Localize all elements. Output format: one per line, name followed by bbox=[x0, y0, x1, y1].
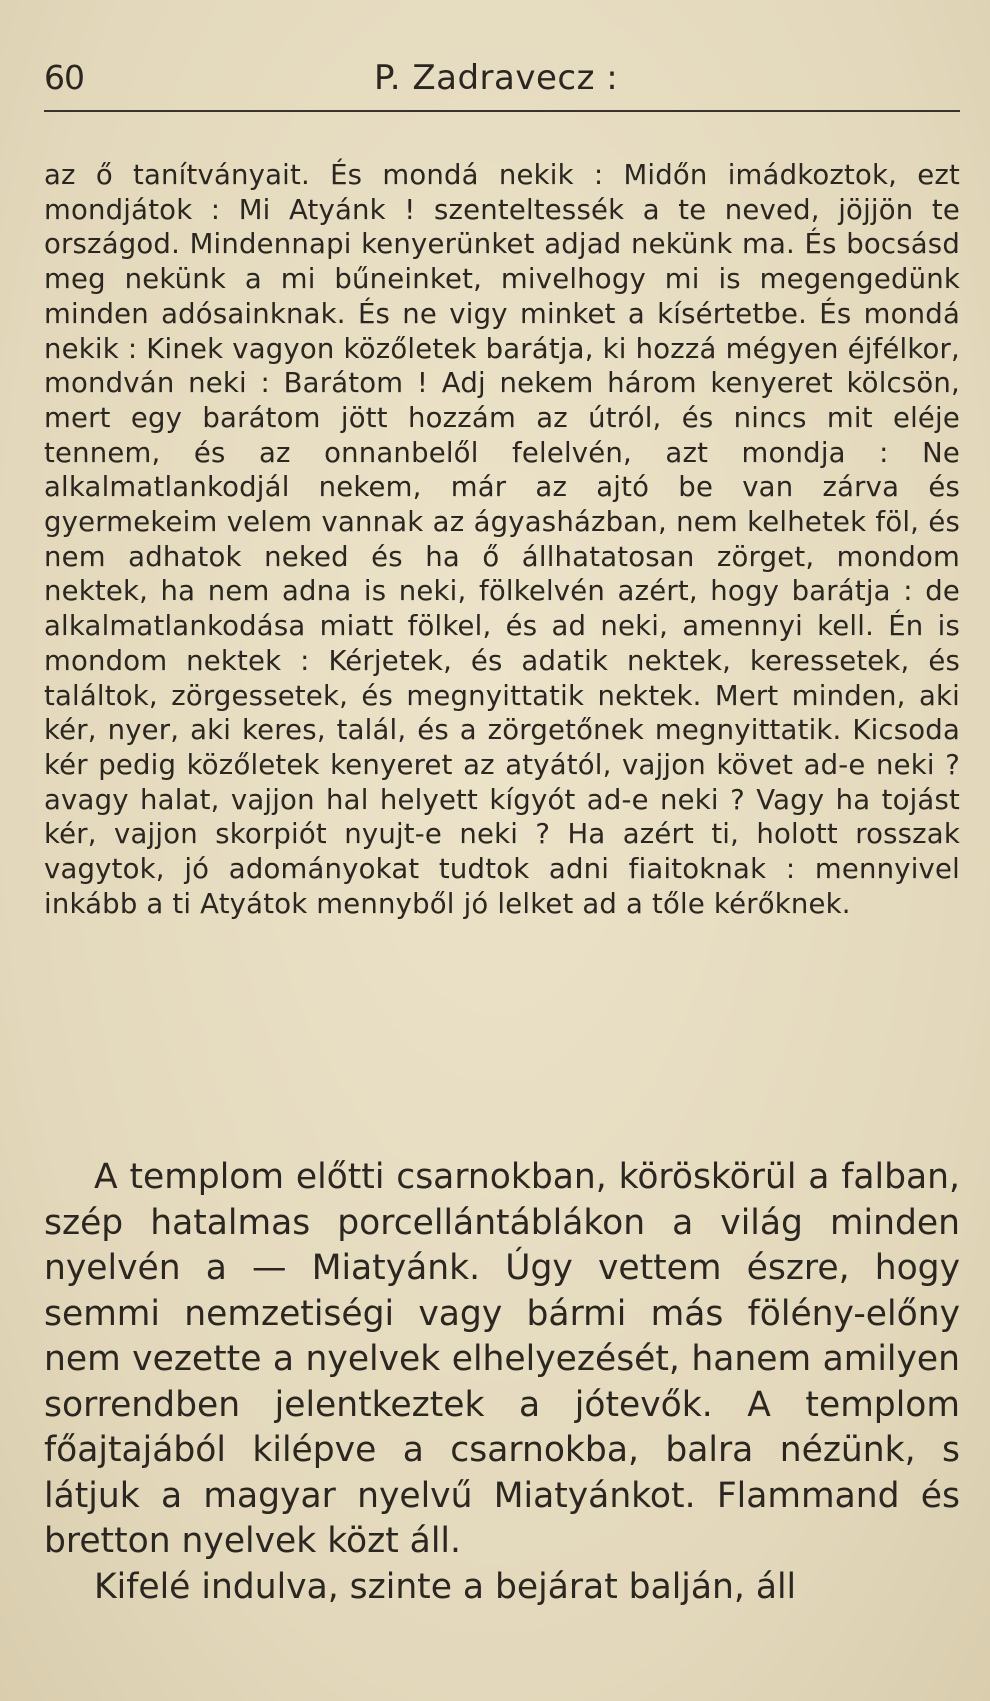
header-rule bbox=[44, 110, 960, 112]
scripture-paragraph: az ő tanítványait. És mondá nekik : Midőn imádkoztok, ezt mondjátok : Mi Atyánk ! szenteltessék a te neved, jöjjön te országod. Mindennapi kenyerünket adjad nekünk ma. És bocsásd meg nekünk a mi bűneinket, mivelhogy mi is megengedünk minden adósainknak. És ne vigy minket a kísértetbe. És mondá nekik : Kinek vagyon közőletek barátja, ki hozzá mégyen éjfélkor, mondván neki : Barátom ! Adj nekem három kenyeret kölcsön, mert egy barátom jött hozzám az útról, és nincs mit eléje tennem, és az onnanbelől felelvén, azt mondja : Ne alkalmatlankodjál nekem, már az ajtó be van zárva és gyermekeim velem vannak az ágyasházban, nem kelhetek föl, és nem adhatok neked és ha ő állhatatosan zörget, mondom nektek, ha nem adna is neki, fölkelvén azért, hogy barátja : de alkalmatlankodása miatt fölkel, és ad neki, amennyi kell. Én is mondom nektek : Kérjetek, és adatik nektek, keressetek, és találtok, zörgessetek, és megnyittatik nektek. Mert minden, aki kér, nyer, aki keres, talál, és a zörgetőnek megnyittatik. Kicsoda kér pedig közőletek kenyeret az atyától, vajjon követ ad-e neki ? avagy halat, vajjon hal helyett kígyót ad-e neki ? Vagy ha tojást kér, vajjon skorpiót nyujt-e neki ? Ha azért ti, holott rosszak vagytok, jó adományokat tudtok adni fiaitoknak : mennyivel inkább a ti Atyátok mennyből jó lelket ad a tőle kérőknek. bbox=[44, 159, 960, 920]
book-page bbox=[44, 0, 960, 1701]
paragraph-kifele-indulva: Kifelé indulva, szinte a bejárat balján, áll bbox=[94, 1566, 797, 1607]
main-text-block bbox=[44, 1155, 960, 1610]
scripture-quote-block bbox=[44, 158, 960, 921]
running-head: P. Zadravecz : bbox=[374, 58, 619, 98]
page-number: 60 bbox=[44, 58, 84, 97]
page-header bbox=[44, 52, 960, 104]
paragraph-templom-csarnok: A templom előtti csarnokban, köröskörül a falban, szép hatalmas porcellántáblákon a világ minden nyelvén a — Miatyánk. Úgy vettem észre, hogy semmi nemzetiségi vagy bármi más fölény-előny nem vezette a nyelvek elhelyezését, hanem amilyen sorrendben jelentkeztek a jótevők. A templom főajtajából kilépve a csarnokba, balra nézünk, s látjuk a magyar nyelvű Miatyánkot. Flammand és bretton nyelvek közt áll. bbox=[44, 1157, 960, 1561]
